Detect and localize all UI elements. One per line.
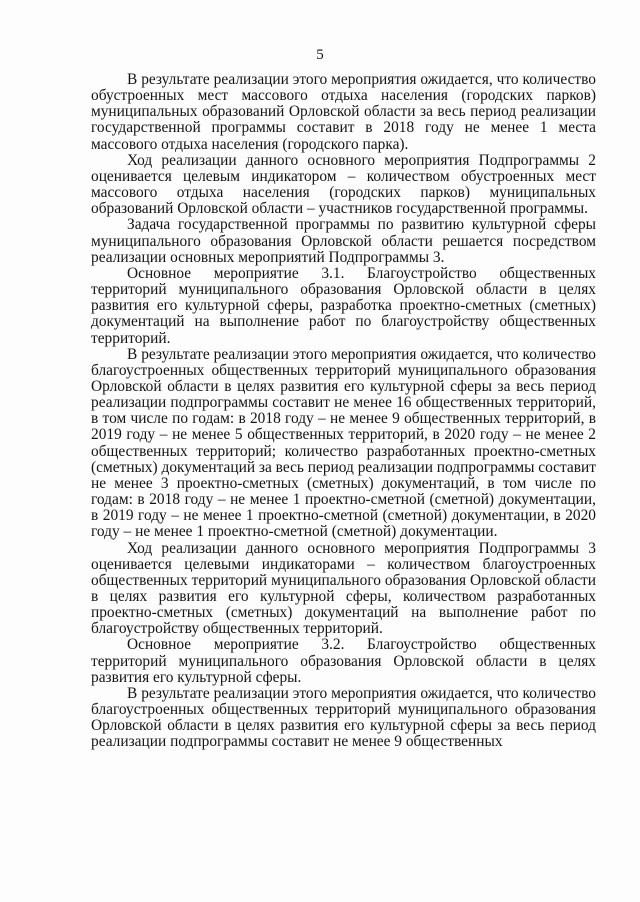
paragraph-expected-territories-result: В результате реализации этого мероприятия ожидается, что количество благоустроенных общественных территорий муниципального образования Орловской области в целях развития его культурной сферы за весь период реализации подпрограммы составит не менее 16 общественных территорий, в том числе по годам: в 2018 году – не менее 9 общественных территорий, в 2019 году – не менее 5 общественных территорий, в 2020 году – не менее 2 общественных территорий; количество разработанных проектно-сметных (сметных) документаций за весь период реализации подпрограммы составит не менее 3 проектно-сметных (сметных) документаций, в том числе по годам: в 2018 году – не менее 1 проектно-сметной (сметной) документации, в 2019 году – не менее 1 проектно-сметной (сметной) документации, в 2020 году – не менее 1 проектно-сметной (сметной) документации. [91, 345, 596, 541]
document-body [91, 72, 596, 751]
paragraph-main-activity-3-1: Основное мероприятие 3.1. Благоустройство общественных территорий муниципального образования Орловской области в целях развития его культурной сферы, разработка проектно-сметных (сметных) документаций на выполнение работ по благоустройству общественных территорий. [91, 264, 596, 347]
paragraph-subprogram-2-indicator: Ход реализации данного основного мероприятия Подпрограммы 2 оценивается целевым индикатором – количеством обустроенных мест массового отдыха населения (городских парков) муниципальных образований Орловской области – участников государственной программы. [91, 151, 596, 218]
page-number: 5 [316, 47, 324, 63]
paragraph-subprogram-3-task: Задача государственной программы по развитию культурной сферы муниципального образования Орловской области решается посредством реализации основных мероприятий Подпрограммы 3. [91, 216, 596, 266]
paragraph-subprogram-3-indicators: Ход реализации данного основного мероприятия Подпрограммы 3 оценивается целевыми индикаторами – количеством благоустроенных общественных территорий муниципального образования Орловской области в целях развития его культурной сферы, количеством разработанных проектно-сметных (сметных) документаций на выполнение работ по благоустройству общественных территорий. [91, 539, 596, 638]
paragraph-expected-parks-result: В результате реализации этого мероприятия ожидается, что количество обустроенных мест массового отдыха населения (городских парков) муниципальных образований Орловской области за весь период реализации государственной программы составит в 2018 году не менее 1 места массового отдыха населения (городского парка). [91, 71, 596, 153]
paragraph-main-activity-3-2: Основное мероприятие 3.2. Благоустройство общественных территорий муниципального образования Орловской области в целях развития его культурной сферы. [91, 636, 596, 686]
paragraph-expected-result-3-2: В результате реализации этого мероприятия ожидается, что количество благоустроенных общественных территорий муниципального образования Орловской области в целях развития его культурной сферы за весь период реализации подпрограммы составит не менее 9 общественных [91, 684, 596, 751]
